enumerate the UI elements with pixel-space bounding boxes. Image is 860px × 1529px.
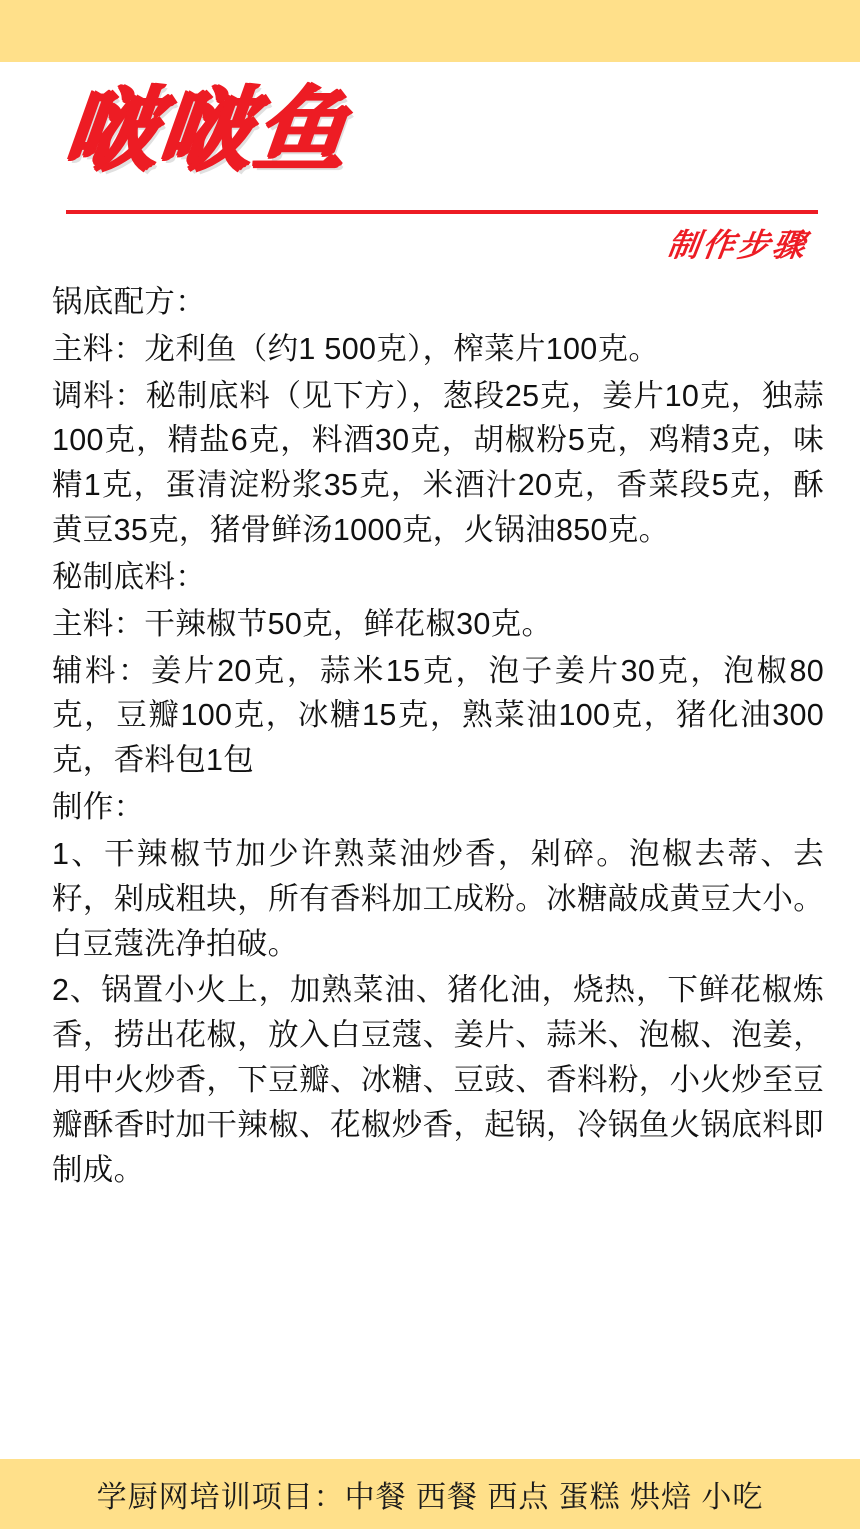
top-color-band <box>0 0 860 62</box>
subtitle: 制作步骤 <box>665 226 811 264</box>
title-divider <box>66 210 818 214</box>
page-title: 啵啵鱼 <box>60 76 354 183</box>
pot-base-seasonings: 调料：秘制底料（见下方），葱段25克，姜片10克，独蒜100克，精盐6克，料酒30克，胡椒粉5克，鸡精3克，味精1克，蛋清淀粉浆35克，米酒汁20克，香菜段5克，酥黄豆35克，猪骨鲜汤1000克，火锅油850克。 <box>52 378 824 548</box>
preparation-step-1: 1、干辣椒节加少许熟菜油炒香，剁碎。泡椒去蒂、去籽，剁成粗块，所有香料加工成粉。冰糖敲成黄豆大小。白豆蔻洗净拍破。 <box>52 836 824 961</box>
preparation-step-2: 2、锅置小火上，加熟菜油、猪化油，烧热，下鲜花椒炼香，捞出花椒，放入白豆蔻、姜片、蒜米、泡椒、泡姜，用中火炒香，下豆瓣、冰糖、豆豉、香料粉，小火炒至豆瓣酥香时加干辣椒、花椒炒香，起锅，冷锅鱼火锅底料即制成。 <box>52 973 824 1187</box>
secret-base-main-ingredients: 主料：干辣椒节50克，鲜花椒30克。 <box>52 606 553 641</box>
footer-text: 学厨网培训项目：中餐 西餐 西点 蛋糕 烘焙 小吃 <box>96 1481 764 1514</box>
bottom-color-band <box>0 1459 860 1529</box>
secret-base-heading: 秘制底料： <box>52 559 206 594</box>
pot-base-heading: 锅底配方： <box>52 285 206 319</box>
recipe-body <box>24 280 836 1193</box>
secret-base-aux-ingredients: 辅料：姜片20克，蒜米15克，泡子姜片30克，泡椒80克，豆瓣100克，冰糖15克，熟菜油100克，猪化油300克，香料包1包 <box>52 653 824 778</box>
title-block <box>24 62 836 242</box>
page-content <box>0 62 860 1459</box>
preparation-heading: 制作： <box>52 790 145 825</box>
pot-base-main-ingredients: 主料：龙利鱼（约1 500克），榨菜片100克。 <box>52 331 660 366</box>
